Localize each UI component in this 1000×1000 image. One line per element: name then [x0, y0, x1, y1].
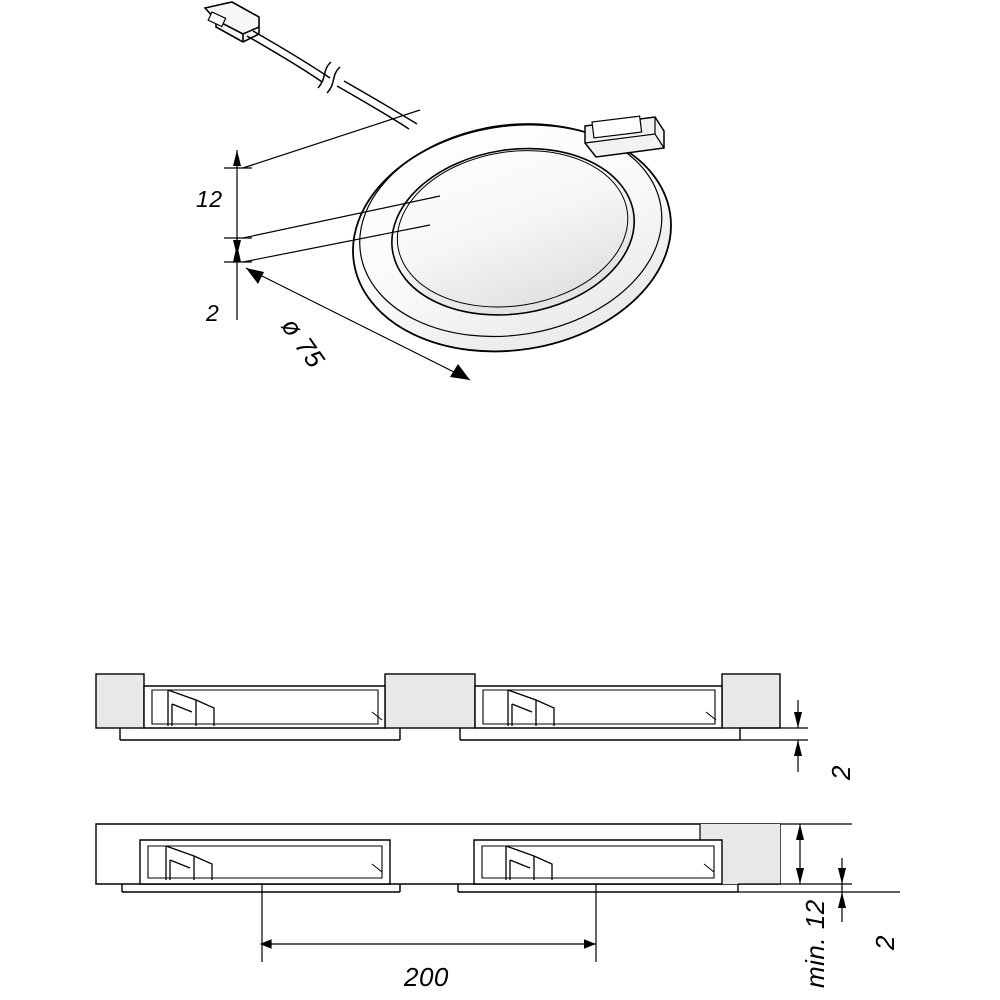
dimension-label-12: 12 [196, 186, 223, 212]
connector-plug [205, 2, 259, 42]
dimension-label-2-bottom: 2 [870, 935, 900, 950]
dimension-spacing-200 [262, 884, 596, 962]
section-view-recessed [96, 824, 780, 892]
dimension-label-2-top: 2 [206, 300, 220, 326]
cable-entry-housing [585, 116, 664, 157]
dimension-label-2-middle: 2 [826, 765, 856, 780]
section-view-surface [96, 674, 780, 740]
power-cable [247, 31, 417, 129]
dimension-label-min-12: min. 12 [800, 899, 830, 988]
dimension-label-diameter-75: ø 75 [275, 312, 331, 374]
dimension-label-200: 200 [404, 962, 449, 992]
perspective-luminaire [205, 2, 688, 374]
